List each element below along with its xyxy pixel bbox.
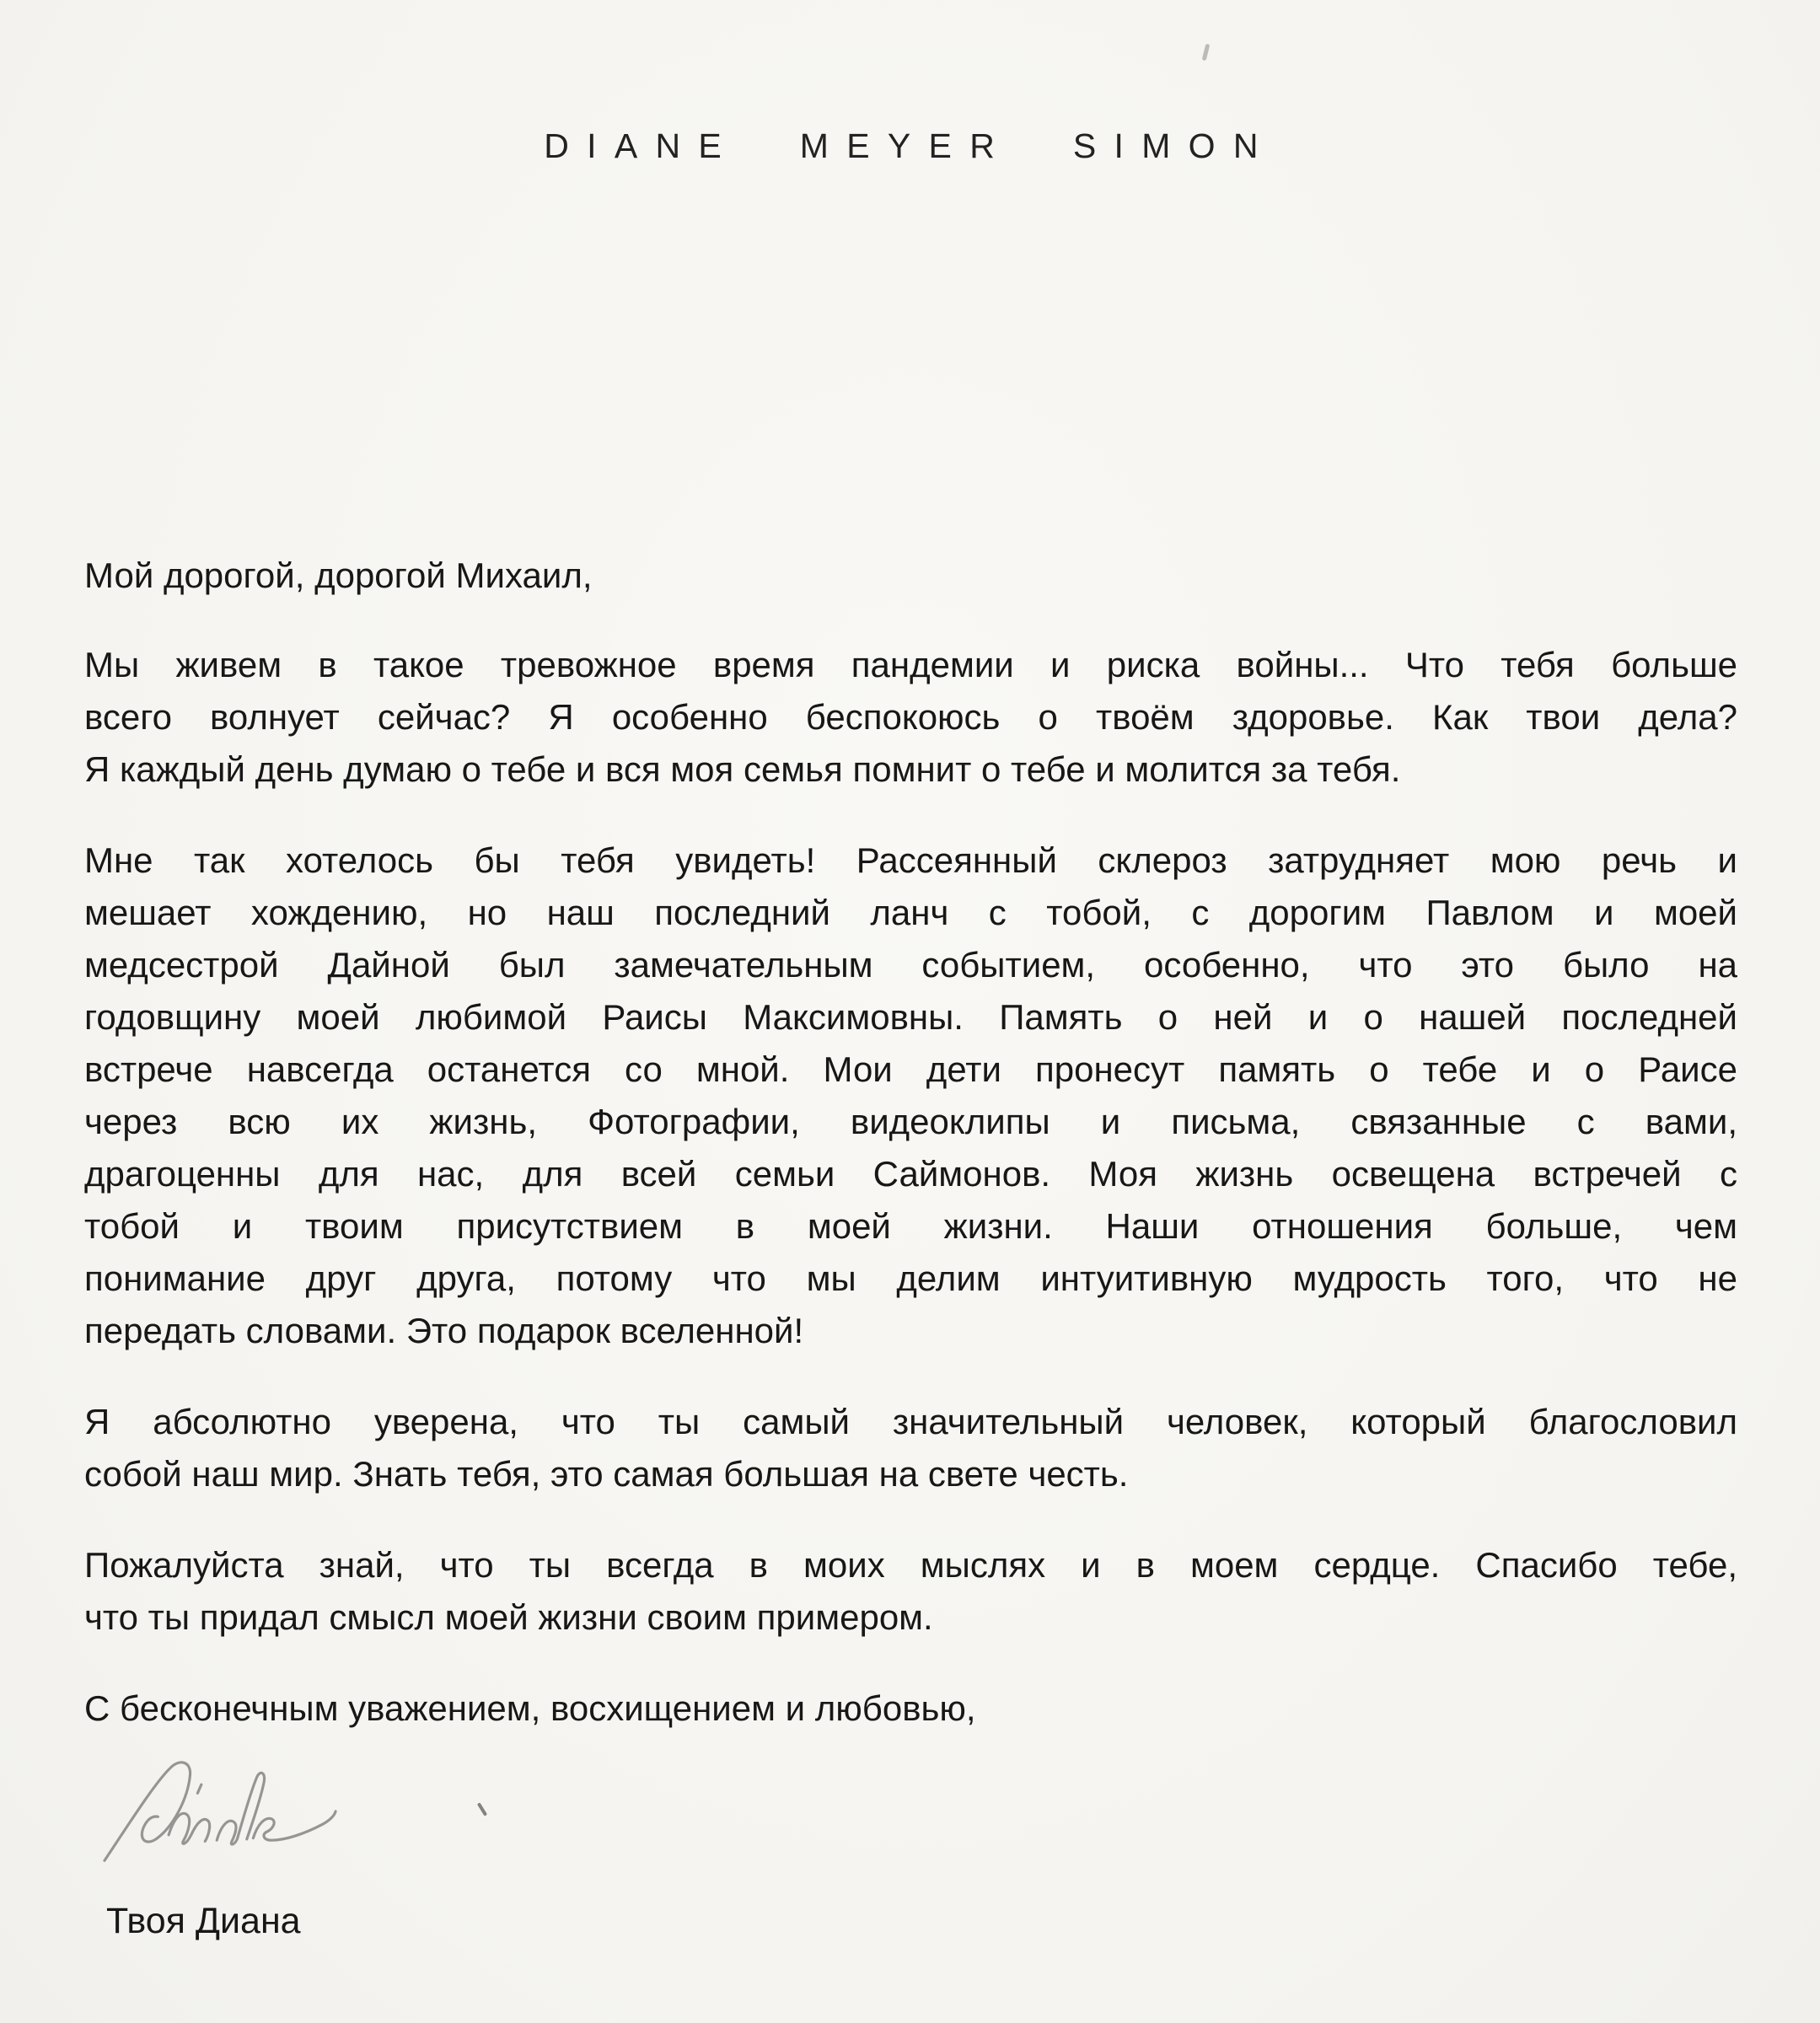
paragraph-line: всего волнует сейчас? Я особенно беспокоюсь о твоём здоровье. Как твои дела? bbox=[84, 697, 1737, 737]
letterhead-name: DIANE MEYER SIMON bbox=[544, 126, 1276, 165]
paragraph-line: встрече навсегда останется со мной. Мои дети пронесут память о тебе и о Раисе bbox=[84, 1049, 1737, 1089]
paragraph-4 bbox=[84, 1539, 1737, 1644]
paragraph-line: собой наш мир. Знать тебя, это самая большая на свете честь. bbox=[84, 1454, 1129, 1494]
paragraph-line: годовщину моей любимой Раисы Максимовны. Память о ней и о нашей последней bbox=[84, 997, 1737, 1037]
letter-paragraphs bbox=[84, 639, 1737, 1644]
paragraph-line: мешает хождению, но наш последний ланч с тобой, с дорогим Павлом и моей bbox=[84, 893, 1737, 932]
paragraph-line: Я каждый день думаю о тебе и вся моя семья помнит о тебе и молится за тебя. bbox=[84, 749, 1401, 789]
paragraph-line: через всю их жизнь, Фотографии, видеоклипы и письма, связанные с вами, bbox=[84, 1102, 1737, 1141]
paragraph-line: Я абсолютно уверена, что ты самый значительный человек, который благословил bbox=[84, 1402, 1737, 1441]
paragraph-1 bbox=[84, 639, 1737, 796]
handwritten-signature-diane-icon bbox=[93, 1747, 371, 1873]
closing-line: С бесконечным уважением, восхищением и любовью, bbox=[84, 1688, 976, 1728]
letterhead bbox=[0, 126, 1820, 166]
salutation: Мой дорогой, дорогой Михаил, bbox=[84, 555, 593, 595]
scan-artifact-mark bbox=[1202, 44, 1211, 62]
paragraph-line: Мы живем в такое тревожное время пандемии и риска войны... Что тебя больше bbox=[84, 645, 1737, 684]
paragraph-line: понимание друг друга, потому что мы делим интуитивную мудрость того, что не bbox=[84, 1258, 1737, 1298]
paragraph-line: драгоценны для нас, для всей семьи Саймонов. Моя жизнь освещена встречей с bbox=[84, 1154, 1737, 1194]
paragraph-line: тобой и твоим присутствием в моей жизни. Наши отношения больше, чем bbox=[84, 1206, 1737, 1246]
paragraph-2 bbox=[84, 834, 1737, 1357]
paragraph-line: что ты придал смысл моей жизни своим примером. bbox=[84, 1597, 933, 1637]
pencil-mark bbox=[477, 1802, 487, 1816]
paragraph-line: Пожалуйста знай, что ты всегда в моих мыслях и в моем сердце. Спасибо тебе, bbox=[84, 1545, 1737, 1585]
paragraph-line: Мне так хотелось бы тебя увидеть! Рассеянный склероз затрудняет мою речь и bbox=[84, 840, 1737, 880]
letter-body bbox=[84, 550, 1737, 1947]
signoff: Твоя Диана bbox=[106, 1901, 301, 1941]
paragraph-line: медсестрой Дайной был замечательным событием, особенно, что это было на bbox=[84, 945, 1737, 985]
paragraph-line: передать словами. Это подарок вселенной! bbox=[84, 1311, 804, 1350]
paragraph-3 bbox=[84, 1396, 1737, 1500]
signature-block bbox=[91, 1747, 1737, 1890]
